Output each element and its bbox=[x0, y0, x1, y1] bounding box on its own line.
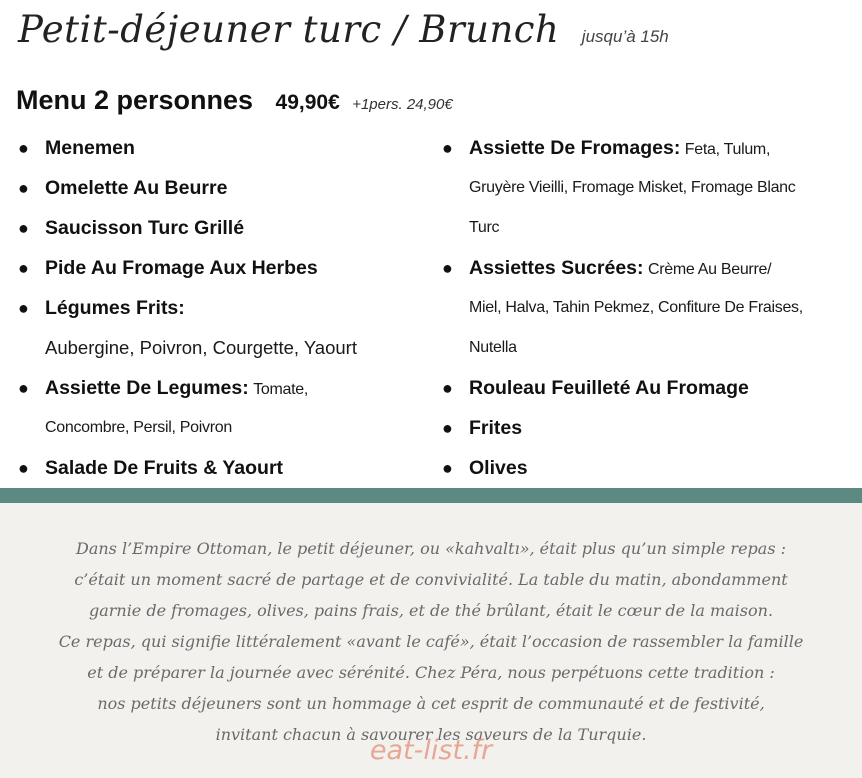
item-name: Légumes Frits: bbox=[45, 297, 185, 319]
list-item bbox=[442, 448, 852, 488]
list-item bbox=[442, 368, 852, 408]
watermark: eat-list.fr bbox=[369, 735, 493, 766]
list-item bbox=[18, 368, 428, 448]
item-name: Pide Au Fromage Aux Herbes bbox=[45, 257, 318, 279]
item-name: Frites bbox=[469, 417, 523, 439]
list-item bbox=[18, 448, 428, 488]
list-item bbox=[18, 248, 428, 288]
item-description: Miel, Halva, Tahin Pekmez, Confiture De Fraises, bbox=[469, 299, 803, 316]
list-item bbox=[442, 408, 852, 448]
story-paragraph bbox=[25, 533, 837, 750]
list-item bbox=[18, 128, 428, 168]
item-description: Concombre, Persil, Poivron bbox=[45, 419, 232, 436]
bullet-icon: ● bbox=[18, 458, 29, 478]
bullet-icon: ● bbox=[18, 178, 29, 198]
bullet-icon: ● bbox=[18, 378, 29, 398]
item-description: Aubergine, Poivron, Courgette, Yaourt bbox=[45, 337, 357, 358]
item-description: Tomate, bbox=[253, 381, 309, 398]
bullet-icon: ● bbox=[18, 298, 29, 318]
item-description: Gruyère Vieilli, Fromage Misket, Fromage Blanc bbox=[469, 179, 796, 196]
menu-heading bbox=[16, 85, 453, 116]
item-name: Rouleau Feuilleté Au Fromage bbox=[469, 377, 749, 399]
item-name: Omelette Au Beurre bbox=[45, 177, 228, 199]
story-line: Ce repas, qui signifie littéralement «avant le café», était l’occasion de rassembler la famille bbox=[58, 632, 804, 651]
item-name: Saucisson Turc Grillé bbox=[45, 217, 245, 239]
menu-extra-person-price: +1pers. 24,90€ bbox=[352, 96, 453, 113]
bullet-icon: ● bbox=[442, 258, 453, 278]
bullet-icon: ● bbox=[442, 138, 453, 158]
bullet-icon: ● bbox=[442, 378, 453, 398]
title-note: jusqu’à 15h bbox=[581, 27, 669, 46]
item-description: Feta, Tulum, bbox=[684, 141, 771, 158]
menu-price: 49,90€ bbox=[275, 91, 340, 114]
list-item bbox=[442, 248, 852, 368]
item-name: Assiette De Legumes: bbox=[45, 377, 249, 399]
item-description: Crème Au Beurre/ bbox=[647, 261, 772, 278]
item-description: Turc bbox=[469, 219, 500, 236]
story-line: garnie de fromages, olives, pains frais, et de thé brûlant, était le cœur de la maison. bbox=[88, 601, 774, 620]
story-line: Dans l’Empire Ottoman, le petit déjeuner, ou «kahvaltı», était plus qu’un simple repas : bbox=[75, 539, 787, 558]
left-column bbox=[18, 128, 428, 488]
list-item bbox=[18, 168, 428, 208]
bullet-icon: ● bbox=[442, 458, 453, 478]
title-row bbox=[18, 8, 669, 51]
bullet-icon: ● bbox=[18, 218, 29, 238]
item-name: Salade De Fruits & Yaourt bbox=[45, 457, 284, 479]
bullet-icon: ● bbox=[442, 418, 453, 438]
right-column bbox=[442, 128, 852, 488]
item-description: Nutella bbox=[469, 339, 517, 356]
page-title: Petit-déjeuner turc / Brunch bbox=[18, 8, 560, 51]
menu-name: Menu 2 personnes bbox=[16, 85, 254, 115]
bullet-icon: ● bbox=[18, 258, 29, 278]
story-line: c’était un moment sacré de partage et de convivialité. La table du matin, abondamment bbox=[74, 570, 788, 589]
list-item bbox=[18, 208, 428, 248]
item-name: Assiettes Sucrées: bbox=[469, 257, 644, 279]
bullet-icon: ● bbox=[18, 138, 29, 158]
list-item bbox=[442, 128, 852, 248]
story-line: invitant chacun à savourer les saveurs de la Turquie. bbox=[215, 725, 647, 744]
story-line: et de préparer la journée avec sérénité. Chez Péra, nous perpétuons cette tradition : bbox=[87, 663, 775, 682]
story-section bbox=[0, 503, 862, 778]
item-name: Olives bbox=[469, 457, 528, 479]
story-line: nos petits déjeuners sont un hommage à cet esprit de communauté et de festivité, bbox=[97, 694, 765, 713]
item-name: Menemen bbox=[45, 137, 135, 159]
divider-band bbox=[0, 488, 862, 503]
item-name: Assiette De Fromages: bbox=[469, 137, 681, 159]
list-item bbox=[18, 288, 428, 368]
